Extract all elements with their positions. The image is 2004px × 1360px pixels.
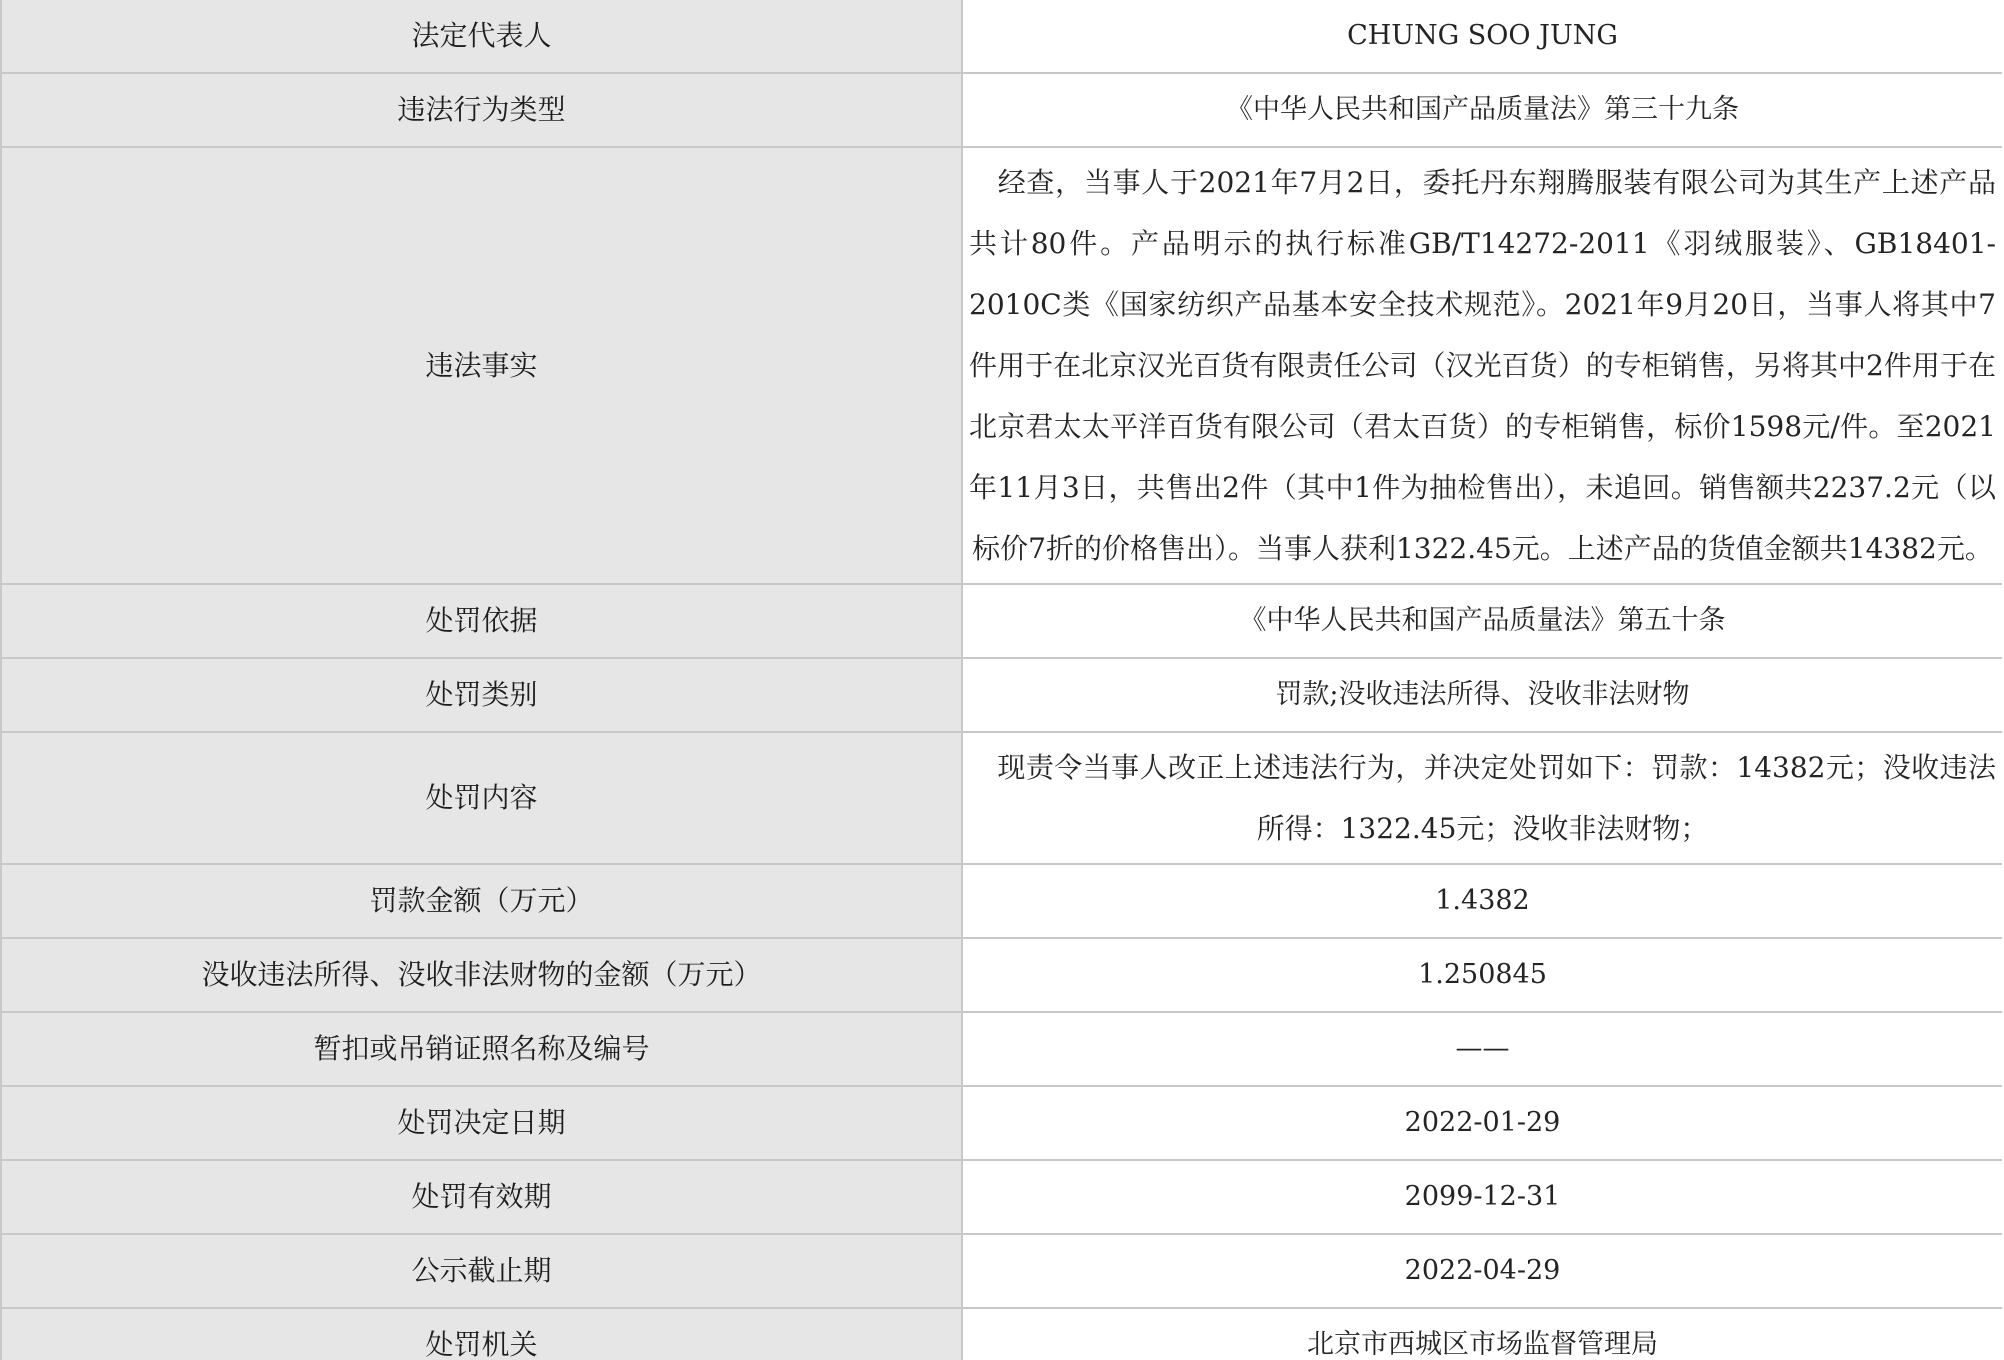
row-legal-representative bbox=[1, 0, 2002, 73]
field-value: 《中华人民共和国产品质量法》第三十九条 bbox=[962, 73, 2002, 147]
field-label: 处罚决定日期 bbox=[1, 1086, 962, 1160]
field-label: 处罚类别 bbox=[1, 658, 962, 732]
field-value: 经查，当事人于2021年7月2日，委托丹东翔腾服装有限公司为其生产上述产品共计80件。产品明示的执行标准GB/T14272-2011《羽绒服装》、GB18401-2010C类《国家纺织产品基本安全技术规范》。2021年9月20日，当事人将其中7件用于在北京汉光百货有限责任公司（汉光百货）的专柜销售，另将其中2件用于在北京君太太平洋百货有限公司（君太百货）的专柜销售，标价1598元/件。至2021年11月3日，共售出2件（其中1件为抽检售出），未追回。销售额共2237.2元（以标价7折的价格售出）。当事人获利1322.45元。上述产品的货值金额共14382元。 bbox=[962, 147, 2002, 584]
row-penalty-content bbox=[1, 732, 2002, 864]
field-label: 处罚内容 bbox=[1, 732, 962, 864]
field-value: 1.4382 bbox=[962, 864, 2002, 938]
field-label: 没收违法所得、没收非法财物的金额（万元） bbox=[1, 938, 962, 1012]
field-value: 现责令当事人改正上述违法行为，并决定处罚如下：罚款：14382元；没收违法所得：1322.45元；没收非法财物； bbox=[962, 732, 2002, 864]
field-label: 罚款金额（万元） bbox=[1, 864, 962, 938]
field-value: 2099-12-31 bbox=[962, 1160, 2002, 1234]
field-label: 违法行为类型 bbox=[1, 73, 962, 147]
field-label: 处罚机关 bbox=[1, 1308, 962, 1360]
field-value: 罚款;没收违法所得、没收非法财物 bbox=[962, 658, 2002, 732]
row-fine-amount bbox=[1, 864, 2002, 938]
row-confiscation-amount bbox=[1, 938, 2002, 1012]
field-label: 暂扣或吊销证照名称及编号 bbox=[1, 1012, 962, 1086]
row-penalty-basis bbox=[1, 584, 2002, 658]
field-value: CHUNG SOO JUNG bbox=[962, 0, 2002, 73]
field-label: 处罚有效期 bbox=[1, 1160, 962, 1234]
row-validity-period bbox=[1, 1160, 2002, 1234]
row-violation-facts bbox=[1, 147, 2002, 584]
row-violation-type bbox=[1, 73, 2002, 147]
row-penalty-authority bbox=[1, 1308, 2002, 1360]
field-label: 公示截止期 bbox=[1, 1234, 962, 1308]
row-penalty-category bbox=[1, 658, 2002, 732]
field-label: 法定代表人 bbox=[1, 0, 962, 73]
field-value: —— bbox=[962, 1012, 2002, 1086]
field-value: 北京市西城区市场监督管理局 bbox=[962, 1308, 2002, 1360]
field-value: 1.250845 bbox=[962, 938, 2002, 1012]
row-decision-date bbox=[1, 1086, 2002, 1160]
field-value: 《中华人民共和国产品质量法》第五十条 bbox=[962, 584, 2002, 658]
field-label: 违法事实 bbox=[1, 147, 962, 584]
field-label: 处罚依据 bbox=[1, 584, 962, 658]
field-value: 2022-01-29 bbox=[962, 1086, 2002, 1160]
row-publicity-deadline bbox=[1, 1234, 2002, 1308]
row-license-suspension bbox=[1, 1012, 2002, 1086]
field-value: 2022-04-29 bbox=[962, 1234, 2002, 1308]
